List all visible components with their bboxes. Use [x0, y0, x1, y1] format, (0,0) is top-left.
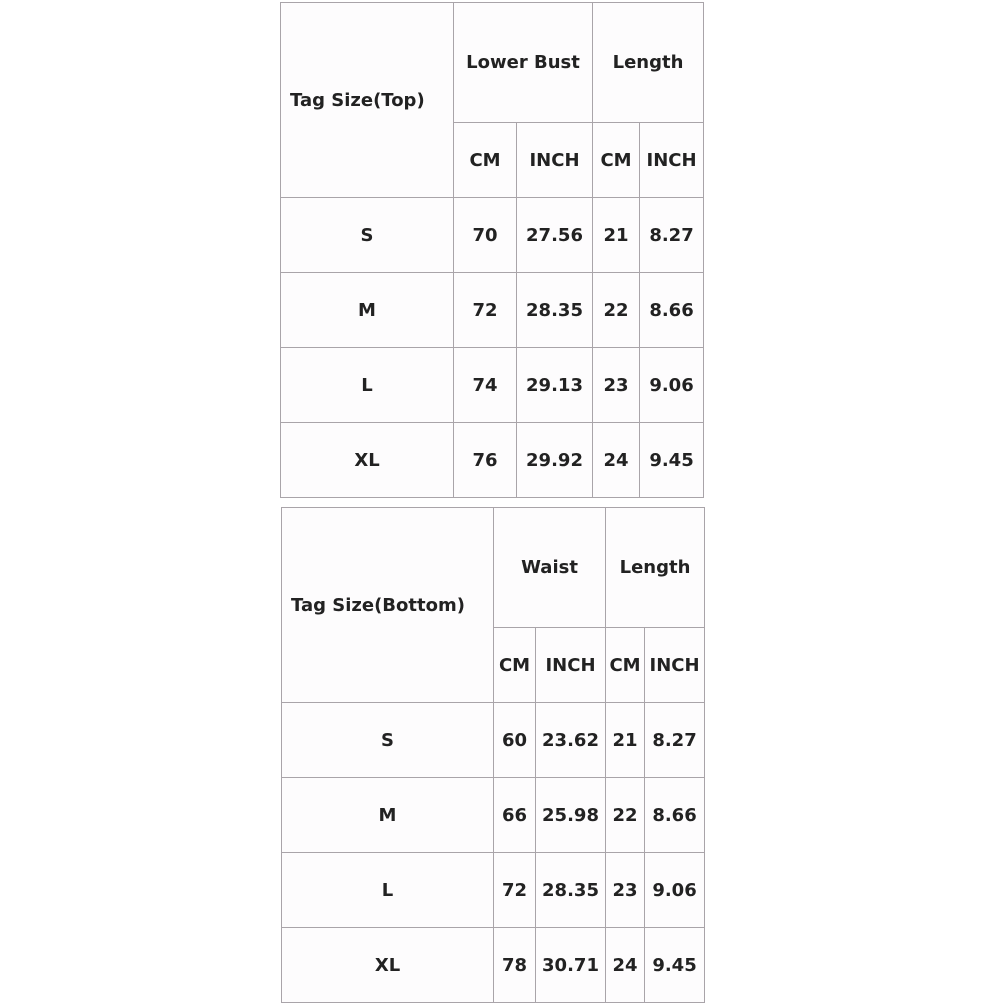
waist-header: Waist: [494, 508, 606, 628]
value-cell: 9.45: [645, 928, 705, 1003]
value-cell: 28.35: [517, 273, 593, 348]
value-cell: 9.45: [640, 423, 704, 498]
value-cell: 70: [454, 198, 517, 273]
table-row: [281, 348, 704, 423]
top-size-table: [280, 2, 704, 498]
size-label: M: [281, 273, 454, 348]
unit-inch: INCH: [640, 123, 704, 198]
value-cell: 21: [593, 198, 640, 273]
value-cell: 72: [454, 273, 517, 348]
table-row: [282, 853, 705, 928]
value-cell: 23.62: [536, 703, 606, 778]
unit-inch: INCH: [517, 123, 593, 198]
size-label: S: [282, 703, 494, 778]
value-cell: 9.06: [640, 348, 704, 423]
unit-cm: CM: [454, 123, 517, 198]
unit-inch: INCH: [645, 628, 705, 703]
value-cell: 60: [494, 703, 536, 778]
unit-cm: CM: [494, 628, 536, 703]
value-cell: 23: [593, 348, 640, 423]
value-cell: 25.98: [536, 778, 606, 853]
value-cell: 27.56: [517, 198, 593, 273]
value-cell: 22: [606, 778, 645, 853]
value-cell: 78: [494, 928, 536, 1003]
value-cell: 29.13: [517, 348, 593, 423]
size-label: L: [281, 348, 454, 423]
table-row: [281, 273, 704, 348]
value-cell: 8.66: [645, 778, 705, 853]
value-cell: 21: [606, 703, 645, 778]
tag-size-bottom-header: Tag Size(Bottom): [282, 508, 494, 703]
unit-inch: INCH: [536, 628, 606, 703]
size-label: XL: [281, 423, 454, 498]
size-label: M: [282, 778, 494, 853]
table-row: [282, 703, 705, 778]
value-cell: 74: [454, 348, 517, 423]
table-row: [281, 198, 704, 273]
value-cell: 9.06: [645, 853, 705, 928]
unit-cm: CM: [606, 628, 645, 703]
value-cell: 24: [593, 423, 640, 498]
table-row: [281, 423, 704, 498]
value-cell: 28.35: [536, 853, 606, 928]
value-cell: 66: [494, 778, 536, 853]
value-cell: 24: [606, 928, 645, 1003]
value-cell: 30.71: [536, 928, 606, 1003]
value-cell: 76: [454, 423, 517, 498]
header-row: [281, 3, 704, 123]
value-cell: 8.66: [640, 273, 704, 348]
table-row: [282, 778, 705, 853]
header-row: [282, 508, 705, 628]
value-cell: 29.92: [517, 423, 593, 498]
lower-bust-header: Lower Bust: [454, 3, 593, 123]
value-cell: 8.27: [640, 198, 704, 273]
value-cell: 23: [606, 853, 645, 928]
table-row: [282, 928, 705, 1003]
length-header: Length: [606, 508, 705, 628]
tag-size-top-header: Tag Size(Top): [281, 3, 454, 198]
size-label: L: [282, 853, 494, 928]
value-cell: 22: [593, 273, 640, 348]
unit-cm: CM: [593, 123, 640, 198]
size-label: S: [281, 198, 454, 273]
value-cell: 8.27: [645, 703, 705, 778]
value-cell: 72: [494, 853, 536, 928]
length-header: Length: [593, 3, 704, 123]
bottom-size-table: [281, 507, 705, 1003]
size-label: XL: [282, 928, 494, 1003]
